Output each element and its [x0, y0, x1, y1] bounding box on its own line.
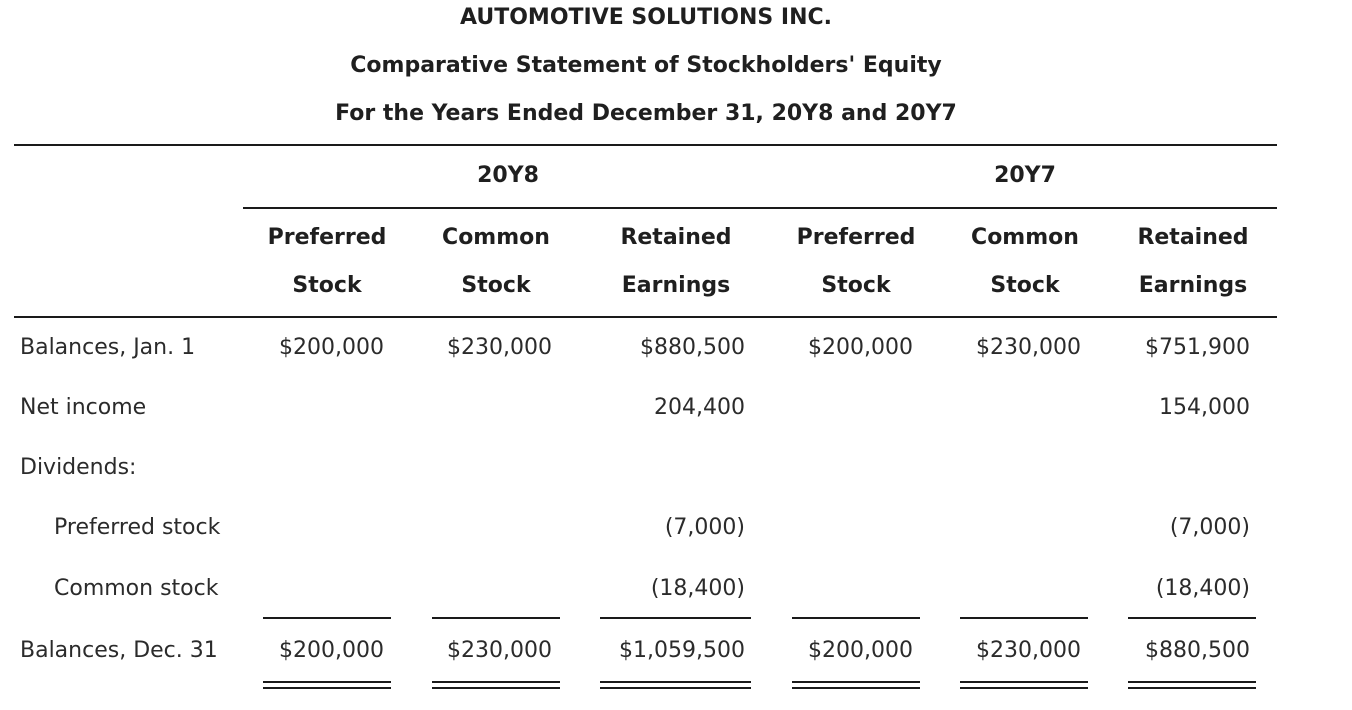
double-underline — [1128, 681, 1256, 689]
table-cell: (7,000) — [664, 515, 745, 540]
col-header-line1: Retained — [1137, 225, 1249, 250]
col-header-line1: Preferred — [796, 225, 916, 250]
row-label-preferred-dividends: Preferred stock — [54, 515, 221, 540]
table-cell: $230,000 — [447, 335, 552, 360]
table-cell: 154,000 — [1159, 395, 1250, 420]
row-label-net-income: Net income — [20, 395, 147, 420]
double-underline — [263, 681, 391, 689]
col-header-line2: Earnings — [621, 273, 731, 298]
statement-title: Comparative Statement of Stockholders' Equity — [350, 53, 942, 78]
row-label-common-dividends: Common stock — [54, 576, 219, 601]
col-header-line2: Stock — [990, 273, 1060, 298]
row-label-balances-dec31: Balances, Dec. 31 — [20, 638, 218, 663]
col-header-line1: Retained — [620, 225, 732, 250]
col-header-line1: Preferred — [267, 225, 387, 250]
table-cell: $230,000 — [447, 638, 552, 663]
company-name: AUTOMOTIVE SOLUTIONS INC. — [460, 5, 832, 30]
table-cell: 204,400 — [654, 395, 745, 420]
double-underline — [600, 681, 751, 689]
subtotal-rule — [960, 617, 1088, 619]
table-cell: $880,500 — [1145, 638, 1250, 663]
col-header-line2: Earnings — [1138, 273, 1248, 298]
subtotal-rule — [432, 617, 560, 619]
row-label-balances-jan1: Balances, Jan. 1 — [20, 335, 196, 360]
header-bottom-rule — [14, 316, 1277, 318]
table-cell: $200,000 — [279, 335, 384, 360]
row-label-dividends: Dividends: — [20, 455, 137, 480]
table-cell: $200,000 — [279, 638, 384, 663]
double-underline — [960, 681, 1088, 689]
table-cell: $230,000 — [976, 638, 1081, 663]
subtotal-rule — [792, 617, 920, 619]
subtotal-rule — [1128, 617, 1256, 619]
table-cell: $751,900 — [1145, 335, 1250, 360]
col-header-line2: Stock — [292, 273, 362, 298]
top-rule — [14, 144, 1277, 146]
table-cell: $1,059,500 — [619, 638, 745, 663]
table-cell: $200,000 — [808, 638, 913, 663]
table-cell: $880,500 — [640, 335, 745, 360]
subtotal-rule — [263, 617, 391, 619]
double-underline — [432, 681, 560, 689]
table-cell: $230,000 — [976, 335, 1081, 360]
table-cell: (7,000) — [1169, 515, 1250, 540]
table-cell: (18,400) — [1155, 576, 1250, 601]
year-heading-20y7: 20Y7 — [994, 163, 1056, 188]
year-rule — [243, 207, 1277, 209]
double-underline — [792, 681, 920, 689]
subtotal-rule — [600, 617, 751, 619]
statement-period: For the Years Ended December 31, 20Y8 and 20Y7 — [335, 101, 957, 126]
col-header-line2: Stock — [461, 273, 531, 298]
table-cell: (18,400) — [650, 576, 745, 601]
col-header-line2: Stock — [821, 273, 891, 298]
col-header-line1: Common — [442, 225, 550, 250]
table-cell: $200,000 — [808, 335, 913, 360]
col-header-line1: Common — [971, 225, 1079, 250]
year-heading-20y8: 20Y8 — [477, 163, 539, 188]
